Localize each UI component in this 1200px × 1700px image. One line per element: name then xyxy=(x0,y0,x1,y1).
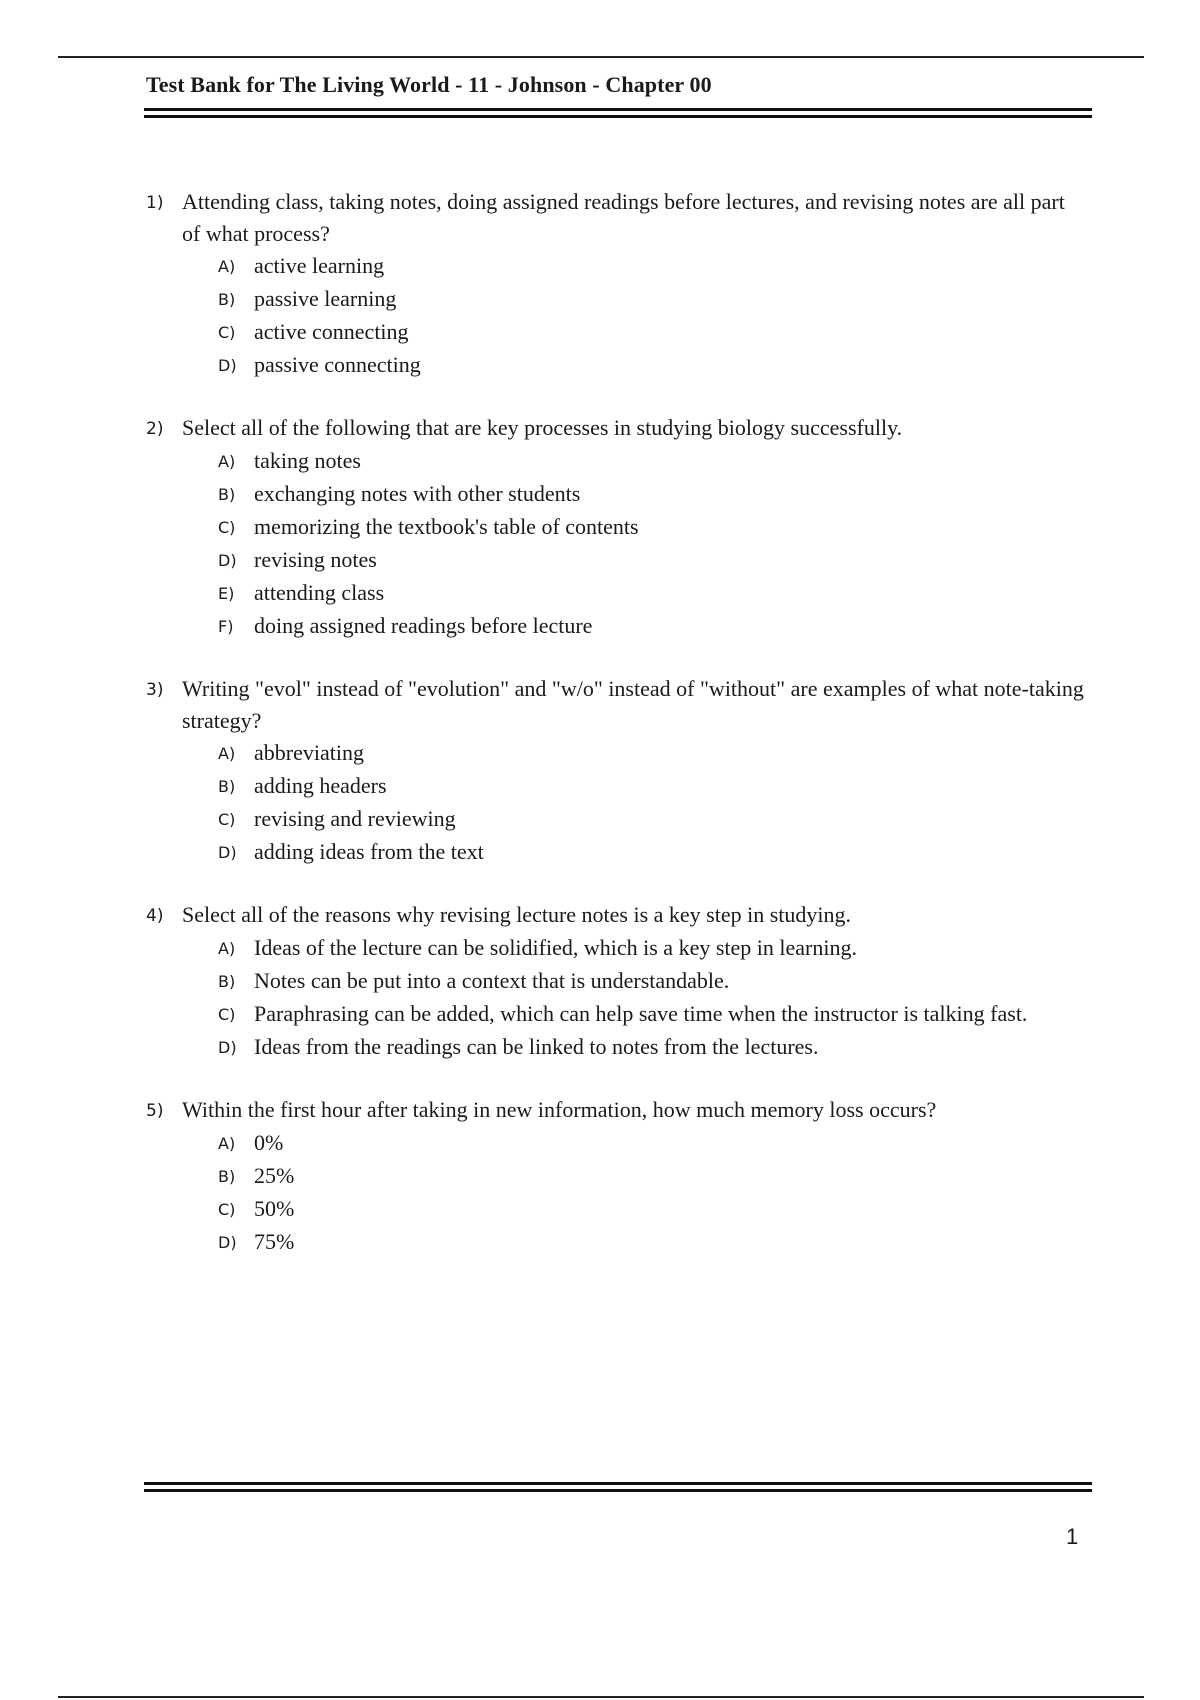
question-number: 2) xyxy=(146,419,164,439)
option-a xyxy=(218,250,1086,283)
question-text: Writing "evol" instead of "evolution" and "w/o" instead of "without" are examples of what note-taking strategy? xyxy=(182,676,1084,733)
option-letter: E) xyxy=(218,584,235,603)
option-d xyxy=(218,349,1086,382)
option-letter: D) xyxy=(218,1233,237,1252)
option-text: Ideas of the lecture can be solidified, which is a key step in learning. xyxy=(254,935,857,960)
option-text: Ideas from the readings can be linked to notes from the lectures. xyxy=(254,1034,819,1059)
option-letter: B) xyxy=(218,290,236,309)
page-number: 1 xyxy=(1066,1524,1079,1549)
option-text: active connecting xyxy=(254,319,409,344)
question-number: 4) xyxy=(146,906,164,926)
option-c xyxy=(218,998,1086,1031)
option-letter: B) xyxy=(218,1167,236,1186)
option-f xyxy=(218,610,1086,643)
option-list xyxy=(218,737,1086,869)
option-list xyxy=(218,932,1086,1064)
question-number: 1) xyxy=(146,193,164,213)
option-letter: C) xyxy=(218,518,236,537)
question-list xyxy=(146,186,1086,1289)
option-letter: B) xyxy=(218,485,236,504)
bottom-page-border xyxy=(58,1696,1144,1698)
option-text: abbreviating xyxy=(254,740,364,765)
option-b xyxy=(218,283,1086,316)
question-text: Attending class, taking notes, doing assigned readings before lectures, and revising notes are all part of what process? xyxy=(182,189,1065,246)
option-text: active learning xyxy=(254,253,385,278)
option-text: adding headers xyxy=(254,773,387,798)
option-text: taking notes xyxy=(254,448,361,473)
option-d xyxy=(218,544,1086,577)
question-2 xyxy=(146,412,1086,643)
option-letter: C) xyxy=(218,323,236,342)
question-text: Within the first hour after taking in new information, how much memory loss occurs? xyxy=(182,1097,937,1122)
option-d xyxy=(218,1031,1086,1064)
question-text: Select all of the reasons why revising lecture notes is a key step in studying. xyxy=(182,902,852,927)
option-letter: C) xyxy=(218,1005,236,1024)
option-letter: A) xyxy=(218,939,236,958)
option-letter: A) xyxy=(218,452,236,471)
option-text: attending class xyxy=(254,580,385,605)
option-text: memorizing the textbook's table of contents xyxy=(254,514,639,539)
option-a xyxy=(218,1127,1086,1160)
option-list xyxy=(218,1127,1086,1259)
option-a xyxy=(218,737,1086,770)
option-b xyxy=(218,1160,1086,1193)
question-number: 3) xyxy=(146,680,164,700)
option-c xyxy=(218,803,1086,836)
option-a xyxy=(218,932,1086,965)
option-letter: B) xyxy=(218,972,236,991)
option-text: doing assigned readings before lecture xyxy=(254,613,593,638)
question-5 xyxy=(146,1094,1086,1259)
option-text: passive learning xyxy=(254,286,397,311)
option-text: 25% xyxy=(254,1163,295,1188)
option-letter: B) xyxy=(218,777,236,796)
question-3 xyxy=(146,673,1086,869)
option-c xyxy=(218,316,1086,349)
question-4 xyxy=(146,899,1086,1064)
option-text: revising and reviewing xyxy=(254,806,456,831)
option-text: Notes can be put into a context that is understandable. xyxy=(254,968,730,993)
option-letter: C) xyxy=(218,1200,236,1219)
option-e xyxy=(218,577,1086,610)
footer-double-rule xyxy=(144,1482,1092,1492)
option-d xyxy=(218,1226,1086,1259)
top-page-border xyxy=(58,56,1144,58)
option-letter: D) xyxy=(218,1038,237,1057)
question-1 xyxy=(146,186,1086,382)
option-text: 0% xyxy=(254,1130,284,1155)
option-letter: D) xyxy=(218,843,237,862)
option-letter: D) xyxy=(218,551,237,570)
option-a xyxy=(218,445,1086,478)
option-c xyxy=(218,511,1086,544)
option-text: revising notes xyxy=(254,547,377,572)
option-letter: C) xyxy=(218,810,236,829)
option-letter: A) xyxy=(218,257,236,276)
option-letter: A) xyxy=(218,744,236,763)
option-letter: A) xyxy=(218,1134,236,1153)
header-double-rule xyxy=(144,108,1092,118)
option-text: exchanging notes with other students xyxy=(254,481,581,506)
option-text: adding ideas from the text xyxy=(254,839,484,864)
option-b xyxy=(218,478,1086,511)
option-text: 50% xyxy=(254,1196,295,1221)
question-number: 5) xyxy=(146,1101,164,1121)
option-letter: D) xyxy=(218,356,237,375)
option-text: 75% xyxy=(254,1229,295,1254)
option-list xyxy=(218,250,1086,382)
option-d xyxy=(218,836,1086,869)
option-list xyxy=(218,445,1086,643)
option-b xyxy=(218,965,1086,998)
option-text: passive connecting xyxy=(254,352,421,377)
option-c xyxy=(218,1193,1086,1226)
question-text: Select all of the following that are key processes in studying biology successfully. xyxy=(182,415,903,440)
option-text: Paraphrasing can be added, which can help save time when the instructor is talking fast. xyxy=(254,1001,1028,1026)
option-b xyxy=(218,770,1086,803)
page-title: Test Bank for The Living World - 11 - Johnson - Chapter 00 xyxy=(146,72,712,97)
option-letter: F) xyxy=(218,617,234,636)
